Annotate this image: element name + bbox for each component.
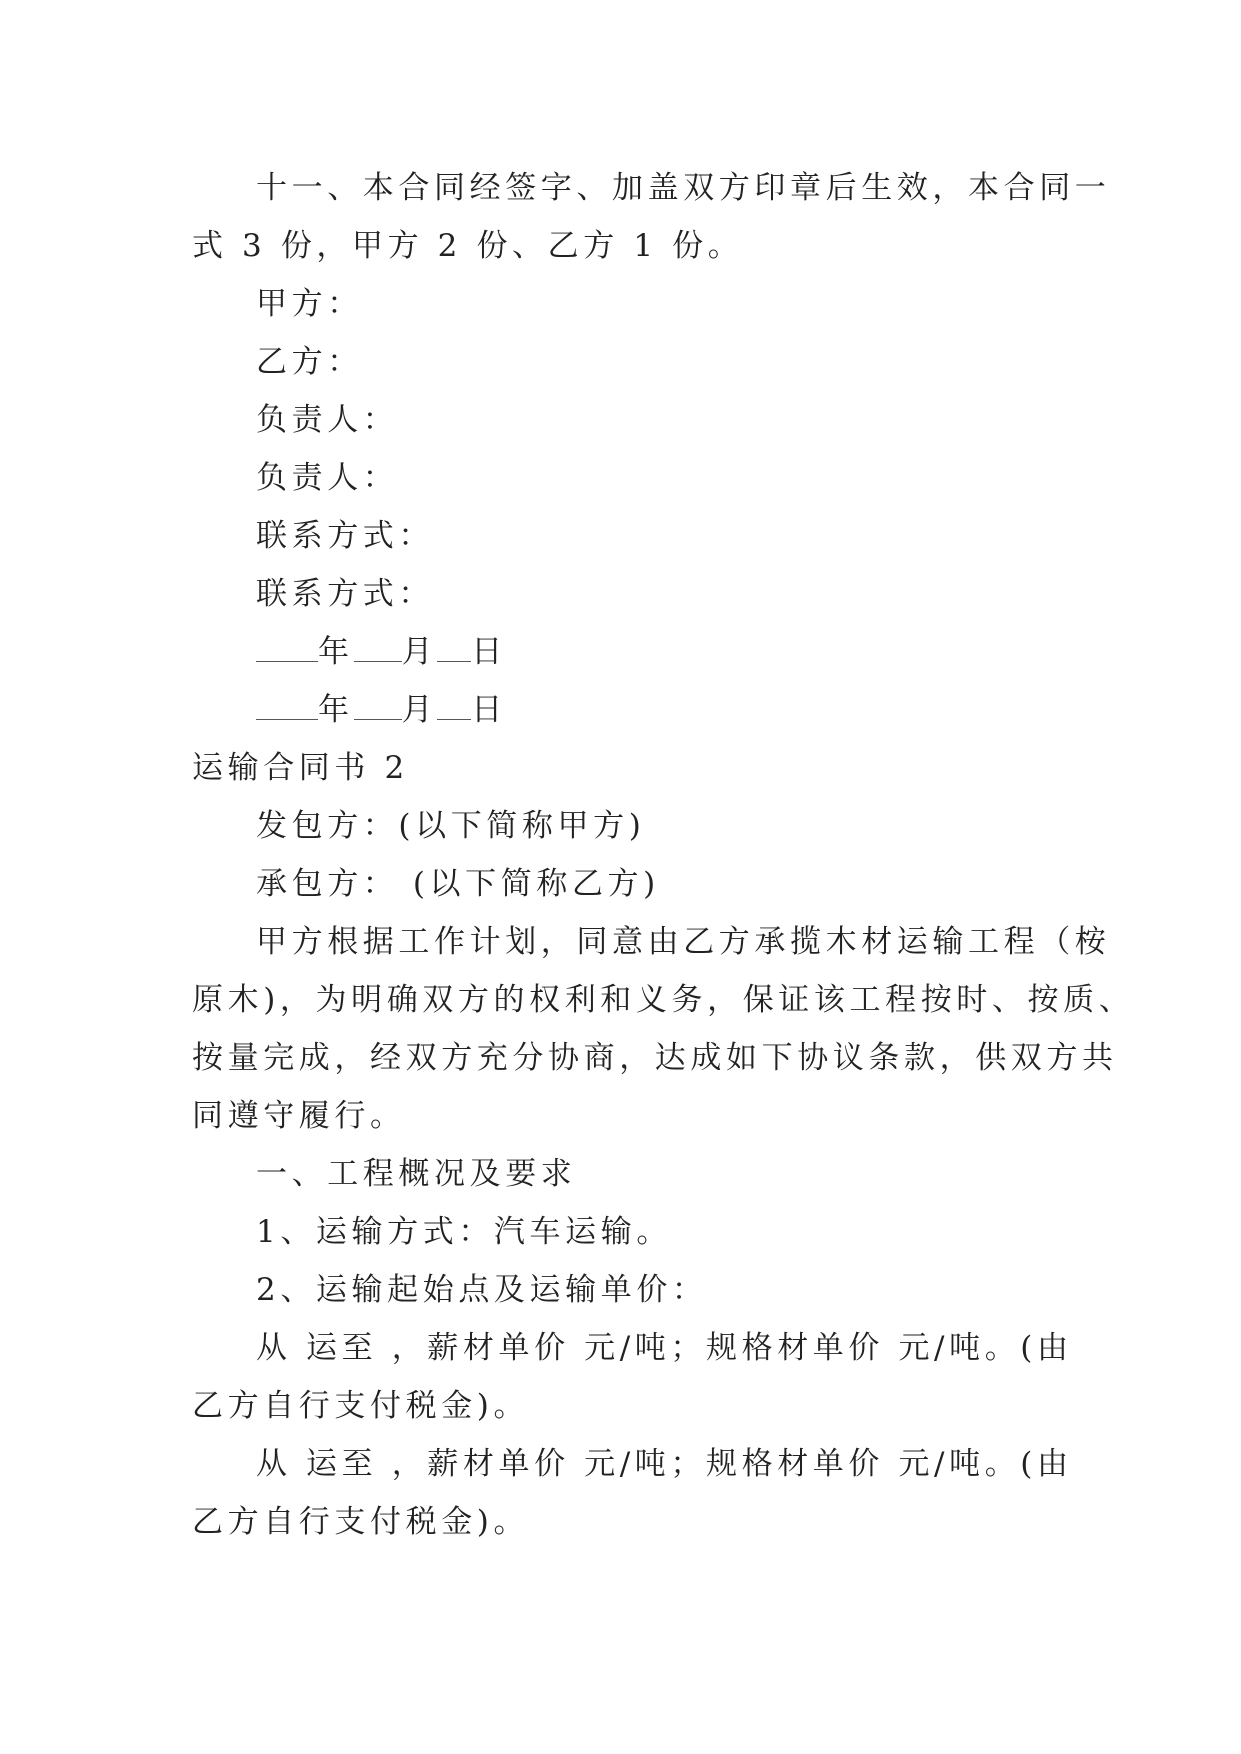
day-label: 日 xyxy=(471,634,507,670)
year-label: 年 xyxy=(318,634,354,670)
month-label: 月 xyxy=(401,692,438,728)
contractor-line: 承包方： (以下简称乙方) xyxy=(256,866,660,902)
date-line-a xyxy=(256,632,507,672)
year-blank xyxy=(256,635,318,662)
clause-11-line-1: 十一、本合同经签字、加盖双方印章后生效，本合同一 xyxy=(256,170,1111,206)
party-b-label: 乙方： xyxy=(256,344,363,380)
employer-line: 发包方：(以下简称甲方) xyxy=(256,808,646,844)
year-label: 年 xyxy=(318,692,354,728)
item-1: 1、运输方式：汽车运输。 xyxy=(256,1214,672,1250)
intro-line-3: 按量完成，经双方充分协商，达成如下协议条款，供双方共 xyxy=(192,1040,1118,1076)
date-line-b xyxy=(256,690,507,730)
item-2: 2、运输起始点及运输单价： xyxy=(256,1272,708,1308)
route-1-line-2: 乙方自行支付税金)。 xyxy=(192,1388,530,1424)
contact-a: 联系方式： xyxy=(256,518,434,554)
section-1-heading: 一、工程概况及要求 xyxy=(256,1156,577,1192)
person-in-charge-a: 负责人： xyxy=(256,402,399,438)
person-in-charge-b: 负责人： xyxy=(256,460,399,496)
intro-line-4: 同遵守履行。 xyxy=(192,1098,406,1134)
day-blank xyxy=(437,693,471,720)
intro-line-1: 甲方根据工作计划，同意由乙方承揽木材运输工程（桉 xyxy=(256,924,1111,960)
contact-b: 联系方式： xyxy=(256,576,434,612)
month-label: 月 xyxy=(401,634,438,670)
route-2-line-2: 乙方自行支付税金)。 xyxy=(192,1504,530,1540)
month-blank xyxy=(354,635,402,662)
day-blank xyxy=(437,635,471,662)
contract-2-title: 运输合同书 2 xyxy=(192,750,409,786)
year-blank xyxy=(256,693,318,720)
month-blank xyxy=(354,693,402,720)
route-2-line-1: 从 运至 ，薪材单价 元/吨；规格材单价 元/吨。(由 xyxy=(256,1446,1073,1482)
clause-11-line-2: 式 3 份，甲方 2 份、乙方 1 份。 xyxy=(192,228,744,264)
intro-line-2: 原木)，为明确双方的权利和义务，保证该工程按时、按质、 xyxy=(192,982,1135,1018)
party-a-label: 甲方： xyxy=(256,286,363,322)
day-label: 日 xyxy=(471,692,507,728)
route-1-line-1: 从 运至 ，薪材单价 元/吨；规格材单价 元/吨。(由 xyxy=(256,1330,1073,1366)
